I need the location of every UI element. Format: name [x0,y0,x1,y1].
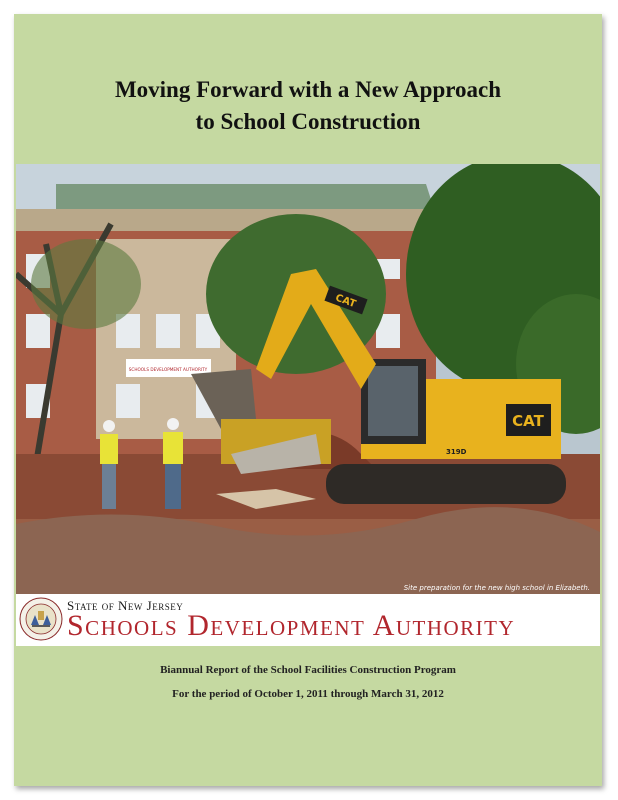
photo-illustration [16,164,600,594]
excavator-model-text: 319D [446,448,467,456]
construction-photo [16,164,600,594]
authority-name: Schools Development Authority [67,609,516,642]
authority-banner [16,594,600,646]
school-sign-text: SCHOOLS DEVELOPMENT AUTHORITY [128,367,208,372]
report-subtitle: Biannual Report of the School Facilities Construction Program [160,664,456,676]
photo-caption: Site preparation for the new high school in Elizabeth. [403,584,590,592]
title-line-2: to School Construction [195,109,421,134]
cover-page [14,14,602,786]
boom-cat-logo-text: CAT [333,292,358,311]
cat-logo-text: CAT [512,412,544,430]
state-of-new-jersey: State of New Jersey [67,598,184,613]
report-period: For the period of October 1, 2011 through March 31, 2012 [172,688,444,700]
title-line-1: Moving Forward with a New Approach [114,77,502,102]
excavator-tracks [326,464,566,504]
page-title [14,74,602,138]
nj-state-seal-icon [19,597,63,641]
building-roof [56,184,434,209]
